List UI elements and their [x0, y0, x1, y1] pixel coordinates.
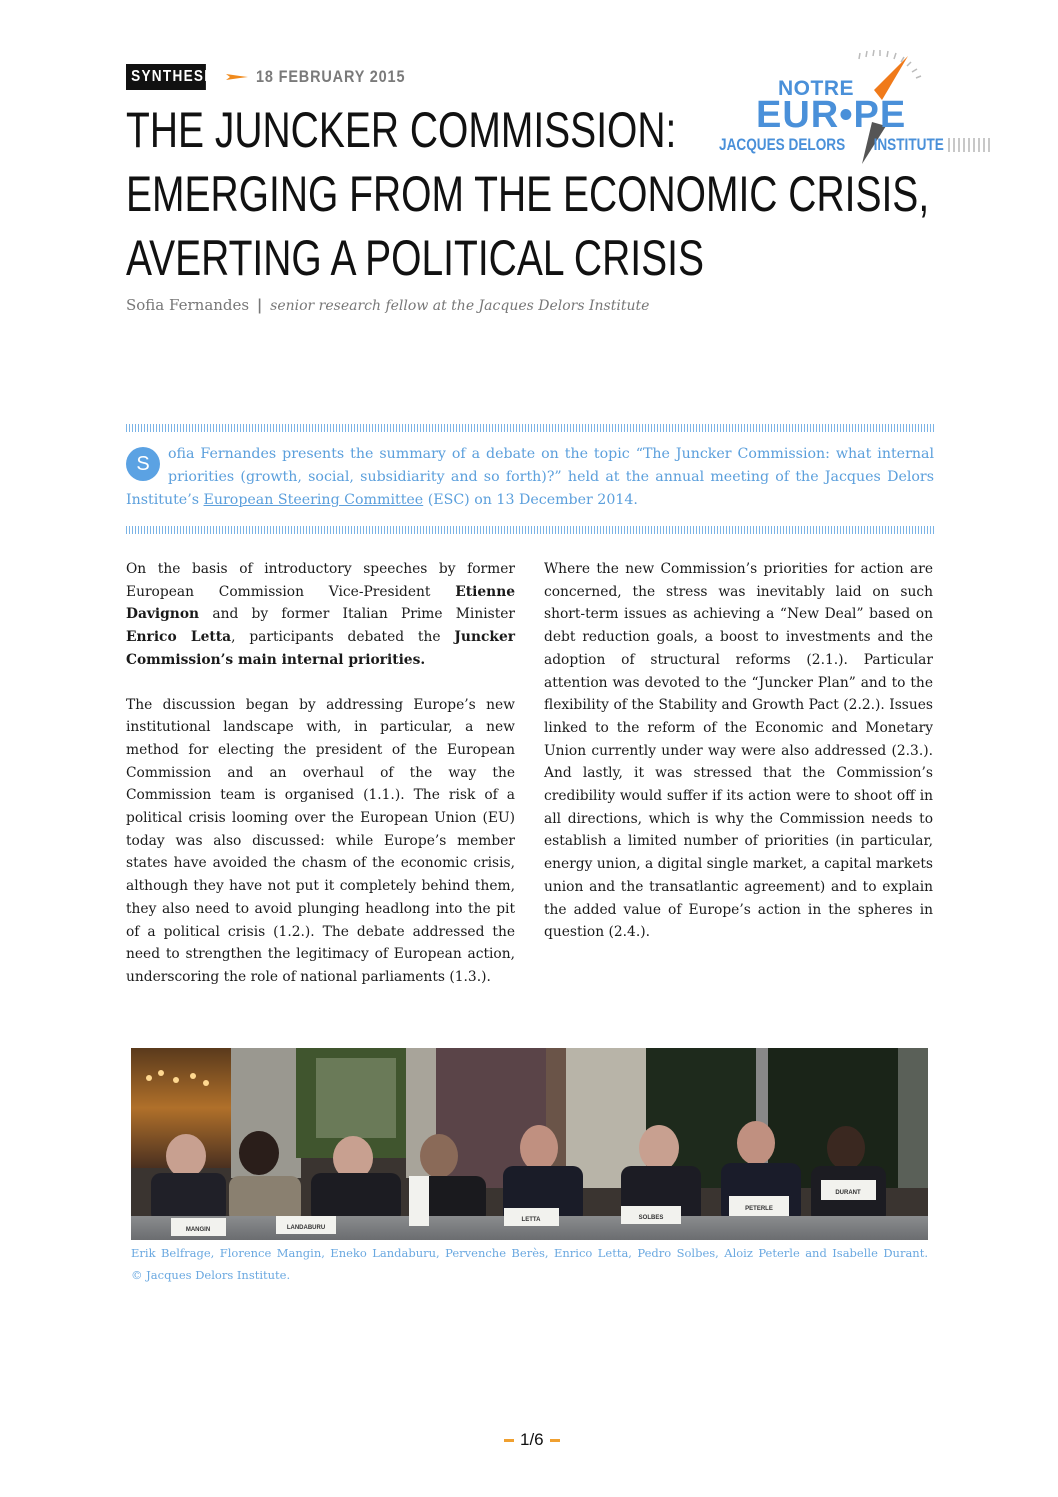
card-durant: DURANT — [835, 1190, 861, 1196]
body-column-right — [544, 558, 933, 966]
page-number-text: 1/6 — [520, 1430, 544, 1449]
dropcap-circle: S — [126, 447, 160, 481]
summary-bottom-rule — [126, 526, 934, 534]
caption-names: Erik Belfrage, Florence Mangin, Eneko Landaburu, Pervenche Berès, Enrico Letta, Pedro Solbes, Aloiz Peterle and Isabelle Durant. — [131, 1246, 928, 1260]
intro-text-2: and by former Italian Prime Minister — [199, 606, 515, 623]
body-column-left — [126, 558, 515, 1011]
card-solbes: SOLBES — [638, 1215, 664, 1221]
document-type-tag: SYNTHESIS — [126, 64, 206, 90]
pager-left-dash-icon — [504, 1439, 514, 1442]
title-line-2: EMERGING FROM THE ECONOMIC CRISIS, — [126, 166, 930, 222]
author-role: senior research fellow at the Jacques Delors Institute — [270, 298, 650, 314]
summary-text-2: (ESC) on 13 December 2014. — [423, 492, 638, 508]
card-mangin: MANGIN — [185, 1227, 211, 1233]
discussion-paragraph: The discussion began by addressing Europe’s new institutional landscape with, in particular, a new method for electing the president of the European Commission and an overhaul of the way the Commission team is organised (1.1.). The risk of a political crisis looming over the European Union (EU) today was also discussed: while Europe’s member states have avoided the chasm of the economic crisis, although they have not put it completely behind them, they also need to avoid plunging headlong into the pit of a political crisis (1.2.). The debate addressed the need to strengthen the legitimacy of European action, underscoring the role of national parliaments (1.3.). — [126, 696, 515, 985]
summary-text-1: ofia Fernandes presents the summary of a debate on the topic “The Juncker Commission: what internal priorities (growth, social, subsidiarity and so forth)?” held at the annual meeting of the Jacques Delors Institute’s — [126, 446, 934, 508]
title-line-1: THE JUNCKER COMMISSION: — [126, 102, 677, 158]
photo-caption — [131, 1242, 928, 1286]
publication-date: 18 FEBRUARY 2015 — [256, 67, 406, 86]
card-letta: LETTA — [521, 1217, 541, 1223]
author-name: Sofia Fernandes — [126, 296, 250, 314]
author-byline — [126, 296, 649, 314]
card-landaburu: LANDABURU — [286, 1225, 326, 1231]
logo-notre-text: NOTRE — [778, 77, 854, 100]
document-header — [126, 64, 432, 90]
title-line-3: AVERTING A POLITICAL CRISIS — [126, 230, 704, 286]
priorities-paragraph: Where the new Commission’s priorities for action are concerned, the stress was inevitably laid on such short-term issues as achieving a “New Deal” based on debt reduction goals, a boost to investments and the adoption of structural reforms (2.1.). Particular attention was devoted to the “Juncker Plan” and to the flexibility of the Stability and Growth Pact (2.2.). Issues linked to the reform of the Economic and Monetary Union currently under way were also addressed (2.3.). And lastly, it was stressed that the Commission’s credibility would suffer if its action were to shoot off in all directions, which is why the Commission needs to establish a limited number of priorities (in particular, energy union, a digital single market, a capital markets union and the transatlantic agreement) and to explain the added value of Europe’s action in the spheres in question (2.4.). — [544, 561, 933, 941]
european-steering-committee-link[interactable]: European Steering Committee — [203, 492, 424, 508]
card-peterle: PETERLE — [745, 1206, 773, 1212]
orange-arrow-icon — [226, 72, 248, 82]
document-type-tag-wrapper — [126, 64, 220, 90]
summary-top-rule — [126, 424, 934, 432]
logo-jacques-delors: JACQUES DELORS — [719, 135, 846, 154]
summary-abstract — [126, 443, 934, 512]
intro-text-3: , participants debated the — [231, 629, 455, 646]
logo-europe-text: EUR•PE — [756, 94, 907, 136]
byline-separator: | — [256, 296, 263, 314]
intro-bold-davignon: Etienne Davignon — [126, 583, 515, 623]
logo-institute: INSTITUTE — [873, 135, 944, 154]
intro-paragraph — [126, 558, 515, 672]
panel-photo-image — [131, 1048, 928, 1240]
intro-bold-letta: Enrico Letta — [126, 629, 232, 646]
intro-text-1: On the basis of introductory speeches by former European Commission Vice-President — [126, 561, 515, 600]
panel-photo — [131, 1048, 928, 1240]
page-number — [498, 1430, 566, 1450]
intro-bold-priorities: Juncker Commission’s main internal priorities. — [126, 629, 515, 668]
pager-right-dash-icon — [550, 1439, 560, 1442]
caption-credit: © Jacques Delors Institute. — [131, 1268, 291, 1282]
